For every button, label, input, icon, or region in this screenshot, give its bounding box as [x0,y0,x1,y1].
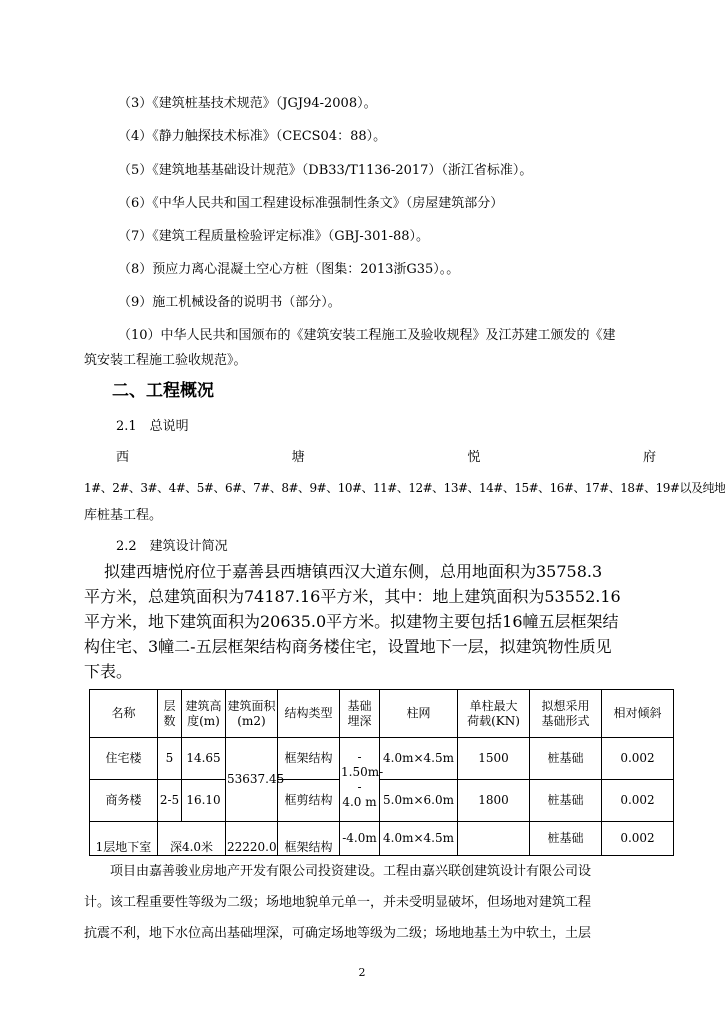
design-line: 下表。 [84,662,133,681]
cell-floors: 2-5 [158,780,182,822]
table-header-row [90,690,674,738]
overview-word: 塘 [291,450,305,465]
cell-floors: 5 [158,738,182,780]
cell-depth: -4.0m [340,822,380,856]
reference-item-10-line2: 筑安装工程施工验收规范》。 [84,353,247,368]
project-paragraph-line1: 项目由嘉善骏业房地产开发有限公司投资建设。工程由嘉兴联创建筑设计有限公司设 [84,864,592,879]
reference-item-5: （5）《建筑地基基础设计规范》（DB33/T1136-2017）（浙江省标准）。 [118,163,533,178]
cell-name: 1层地下室 [90,822,158,856]
overview-line2: 1#、2#、3#、4#、5#、6#、7#、8#、9#、10#、11#、12#、13#、14#、15#、16#、17#、18#、19#以及纯地 [84,481,725,495]
reference-item-4: （4）《静力触探技术标准》（CECS04：88）。 [118,129,387,144]
cell-structure: 框剪结构 [278,780,340,822]
reference-item-6: （6）《中华人民共和国工程建设标准强制性条文》（房屋建筑部分） [118,196,504,211]
reference-item-9: （9）施工机械设备的说明书（部分）。 [118,295,341,310]
cell-grid: 4.0m×4.5m [380,738,458,780]
cell-structure: 框架结构 [278,822,340,856]
cell-height: 14.65 [182,738,226,780]
cell-load [458,822,530,856]
page-number: 2 [358,966,366,979]
cell-grid: 4.0m×4.5m [380,822,458,856]
table-row [90,780,674,822]
header-area: 建筑面积 (m2) [226,690,278,738]
design-line: 拟建西塘悦府位于嘉善县西塘镇西汉大道东侧，总用地面积为35758.3 [104,562,603,581]
reference-item-3: （3）《建筑桩基技术规范》（JGJ94-2008）。 [118,96,377,111]
cell-name: 住宅楼 [90,738,158,780]
header-structure: 结构类型 [278,690,340,738]
section-title: 二、工程概况 [112,381,214,401]
overview-line1 [116,450,656,466]
overview-heading: 2.1 总说明 [116,419,189,434]
cell-tilt: 0.002 [602,822,674,856]
cell-depth-note: 深4.0米 [158,822,226,856]
header-name: 名称 [90,690,158,738]
header-floors: 层 数 [158,690,182,738]
cell-height: 16.10 [182,780,226,822]
header-depth: 基础 埋深 [340,690,380,738]
header-foundation: 拟想采用 基础形式 [530,690,602,738]
cell-depth-merged: - 1.50m-- 4.0 m [340,738,380,822]
header-grid: 柱网 [380,690,458,738]
building-spec-table [89,689,674,856]
cell-foundation: 桩基础 [530,822,602,856]
project-paragraph-line3: 抗震不利，地下水位高出基础埋深，可确定场地等级为二级；场地地基土为中软土，土层 [84,926,592,941]
reference-item-8: （8）预应力离心混凝土空心方桩（图集：2013浙G35）。。 [118,262,460,277]
header-tilt: 相对倾斜 [602,690,674,738]
cell-load: 1500 [458,738,530,780]
overview-word: 悦 [467,450,481,465]
cell-load: 1800 [458,780,530,822]
cell-area-merged: 53637.45 [226,738,278,822]
cell-structure: 框架结构 [278,738,340,780]
reference-item-10-line1: （10）中华人民共和国颁布的《建筑安装工程施工及验收规程》及江苏建工颁发的《建 [118,328,616,343]
project-paragraph-line2: 计。该工程重要性等级为二级；场地地貌单元单一，并未受明显破坏，但场地对建筑工程 [84,895,592,910]
overview-word: 西 [116,450,130,465]
cell-tilt: 0.002 [602,738,674,780]
overview-line3: 库桩基工程。 [84,508,163,523]
header-load: 单柱最大 荷载(KN) [458,690,530,738]
design-line: 平方米，总建筑面积为74187.16平方米，其中：地上建筑面积为53552.16 [84,587,621,606]
cell-foundation: 桩基础 [530,738,602,780]
cell-name: 商务楼 [90,780,158,822]
table-row [90,738,674,780]
cell-grid: 5.0m×6.0m [380,780,458,822]
reference-item-7: （7）《建筑工程质量检验评定标准》（GBJ-301-88）。 [118,229,430,244]
header-height: 建筑高 度(m) [182,690,226,738]
design-heading: 2.2 建筑设计简况 [116,539,228,554]
design-line: 平方米，地下建筑面积为20635.0平方米。拟建物主要包括16幢五层框架结 [84,612,619,631]
cell-tilt: 0.002 [602,780,674,822]
table-row [90,822,674,856]
overview-word: 府 [642,450,656,465]
cell-foundation: 桩基础 [530,780,602,822]
cell-area: 22220.0 [226,822,278,856]
design-line: 构住宅、3幢二-五层框架结构商务楼住宅，设置地下一层，拟建筑物性质见 [84,637,612,656]
